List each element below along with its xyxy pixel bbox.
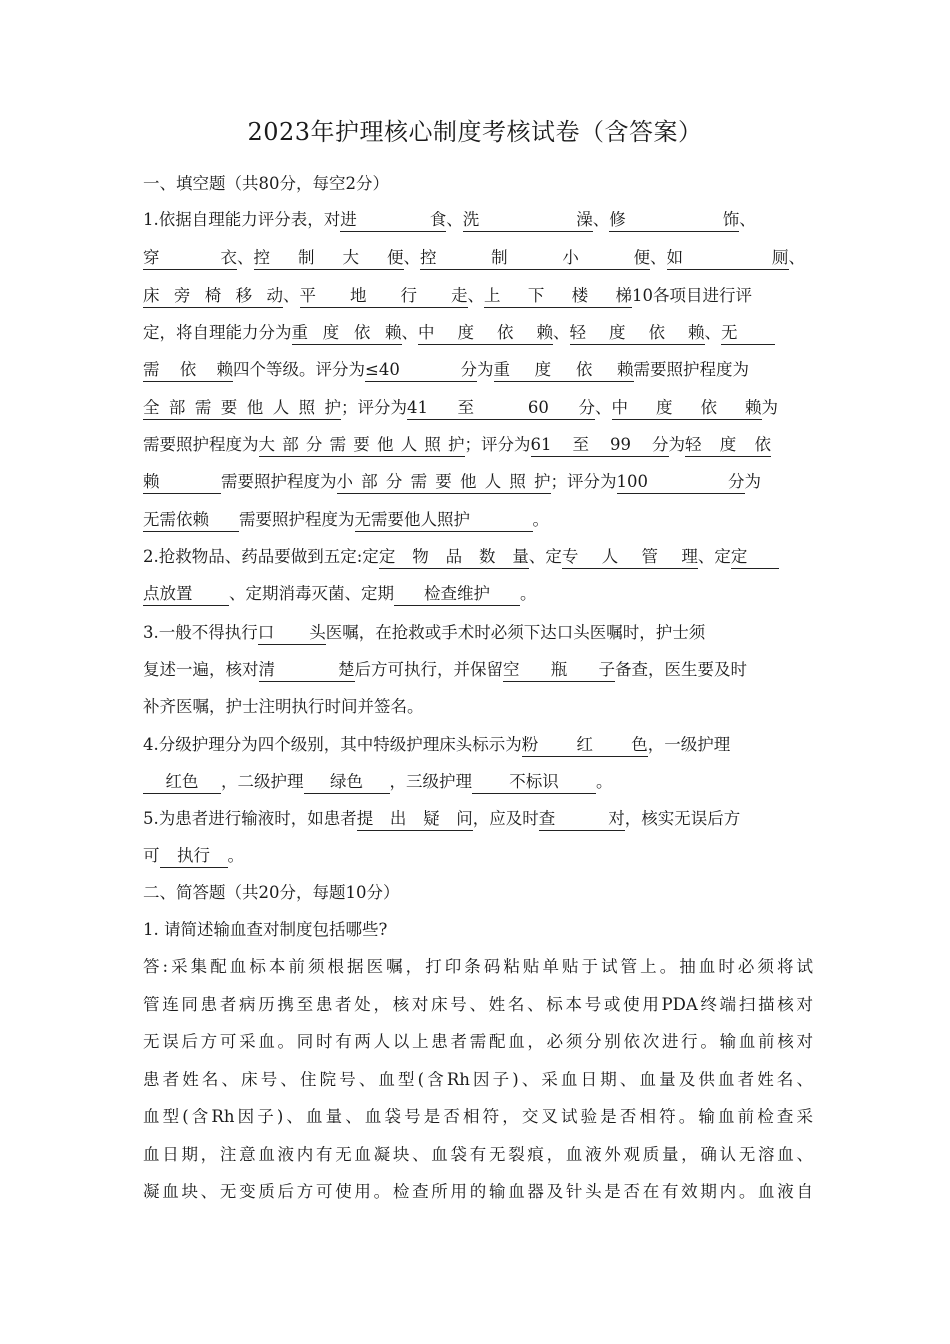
answer-blank: 修饰 (609, 209, 739, 232)
q1-line-5: 需依赖四个等级。评分为≤40 分为重度依赖需要照护程度为 (143, 357, 813, 383)
q4-line-1: 4.分级护理分为四个级别，其中特级护理床头标示为粉红色，一级护理 (143, 732, 813, 758)
answer-blank: 绿色 (304, 771, 390, 794)
section-heading-short-answer: 二、简答题（共20分，每题10分） (143, 883, 400, 902)
answer-blank: 平地行走 (300, 285, 468, 308)
answer-line: 患者姓名、床号、住院号、血型(含Rh因子)、采血日期、血量及供血者姓名、 (143, 1070, 813, 1089)
answer-line: 无误后方可采血。同时有两人以上患者需配血，必须分别依次进行。输血前核对 (143, 1032, 813, 1051)
answer-blank: 清楚 (259, 659, 355, 682)
answer-blank: 空瓶子 (503, 659, 615, 682)
answer-blank: 61至99分 (531, 434, 669, 457)
section-heading-fill-in: 一、填空题（共80分，每空2分） (143, 174, 389, 193)
answer-blank: 定 (731, 546, 779, 569)
answer-blank: 无 (721, 322, 775, 345)
answer-line: 血日期，注意血液内有无血凝块、血袋有无裂痕，血液外观质量，确认无溶血、 (143, 1145, 813, 1164)
answer-blank: 定物品数量 (379, 546, 529, 569)
answer-blank: ≤40 分 (365, 359, 477, 382)
answer-blank: 检查维护 (394, 583, 520, 606)
answer-blank: 小部分需要他人照护 (337, 471, 551, 494)
short-question-1: 1. 请简述输血查对制度包括哪些? (143, 920, 388, 939)
answer-line: 答:采集配血标本前须根据医嘱，打印条码粘贴单贴于试管上。抽血时必须将试 (143, 957, 813, 976)
answer-blank: 上下楼梯 (484, 285, 632, 308)
q4-line-2: 红色 ，二级护理 绿色 ，三级护理 不标识 。 (143, 769, 813, 795)
q1-line-2: 穿衣、控制大便、控制小便、如厕、 (143, 245, 813, 271)
answer-blank: 红色 (143, 771, 221, 794)
answer-blank: 不标识 (472, 771, 596, 794)
answer-blank: 控制大便 (254, 247, 404, 270)
q3-line-2: 复述一遍，核对清楚后方可执行，并保留空瓶子备查，医生要及时 (143, 657, 813, 683)
answer-blank: 执行 (160, 845, 228, 868)
answer-line: 凝血块、无变质后方可使用。检查所用的输血器及针头是否在有效期内。血液自 (143, 1182, 813, 1201)
answer-blank: 如厕 (667, 247, 789, 270)
q5-line-1: 5.为患者进行输液时，如患者提出疑问，应及时查对，核实无误后方 (143, 806, 813, 832)
answer-blank: 轻度依赖 (570, 322, 705, 345)
answer-blank: 重度依赖 (494, 359, 634, 382)
answer-blank: 提出疑问 (357, 808, 473, 831)
q2-line-2: 点放置 、定期消毒灭菌、定期 检查维护 。 (143, 581, 813, 607)
answer-blank: 口头 (258, 622, 326, 645)
answer-blank: 查对 (539, 808, 625, 831)
q1-line-8: 赖 需要照护程度为小部分需要他人照护；评分为100 分为 (143, 469, 813, 495)
answer-blank: 100 分 (617, 471, 745, 494)
answer-blank: 无需要他人照护 (355, 509, 533, 532)
answer-line: 血型(含Rh因子)、血量、血袋号是否相符，交叉试验是否相符。输血前检查采 (143, 1107, 813, 1126)
answer-blank: 点放置 (143, 583, 229, 606)
q2-line-1: 2.抢救物品、药品要做到五定:定定物品数量、定专人管理、定定 (143, 544, 813, 570)
answer-blank: 床旁椅移动 (143, 285, 283, 308)
q5-line-2: 可 执行 。 (143, 843, 813, 869)
answer-blank: 控制小便 (420, 247, 650, 270)
q1-line-4: 定，将自理能力分为重度依赖、中度依赖、轻度依赖、无 (143, 320, 813, 346)
answer-blank: 赖 (143, 471, 221, 494)
q1-line-6: 全部需要他人照护；评分为41 至 60 分、中度依赖为 (143, 395, 813, 421)
answer-blank: 41 至 60 分 (407, 397, 595, 420)
q1-line-9: 无需依赖 需要照护程度为无需要他人照护 。 (143, 507, 813, 533)
answer-blank: 洗澡 (463, 209, 593, 232)
answer-line: 管连同患者病历携至患者处，核对床号、姓名、标本号或使用PDA终端扫描核对 (143, 995, 813, 1014)
page-title: 2023年护理核心制度考核试卷（含答案） (247, 118, 703, 146)
answer-blank: 大部分需要他人照护 (259, 434, 465, 457)
answer-blank: 中度依赖 (418, 322, 553, 345)
answer-blank: 穿衣 (143, 247, 237, 270)
answer-blank: 需依赖 (143, 359, 233, 382)
answer-blank: 轻度依 (685, 434, 771, 457)
answer-blank: 中度依赖 (612, 397, 762, 420)
q1-line-7: 需要照护程度为大部分需要他人照护；评分为61至99分为轻度依 (143, 432, 813, 458)
answer-blank: 无需依赖 (143, 509, 239, 532)
answer-blank: 进食 (340, 209, 446, 232)
q3-line-3: 补齐医嘱，护士注明执行时间并签名。 (143, 697, 424, 716)
answer-blank: 专人管理 (562, 546, 698, 569)
q1-line-3: 床旁椅移动、平地行走、上下楼梯10各项目进行评 (143, 283, 813, 309)
answer-blank: 重度依赖 (292, 322, 402, 345)
answer-blank: 粉红色 (522, 734, 648, 757)
q3-line-1: 3.一般不得执行口头医嘱，在抢救或手术时必须下达口头医嘱时，护士须 (143, 620, 813, 646)
answer-blank: 全部需要他人照护 (143, 397, 341, 420)
q1-line-1: 1.依据自理能力评分表，对进食、洗澡、修饰、 (143, 207, 813, 233)
